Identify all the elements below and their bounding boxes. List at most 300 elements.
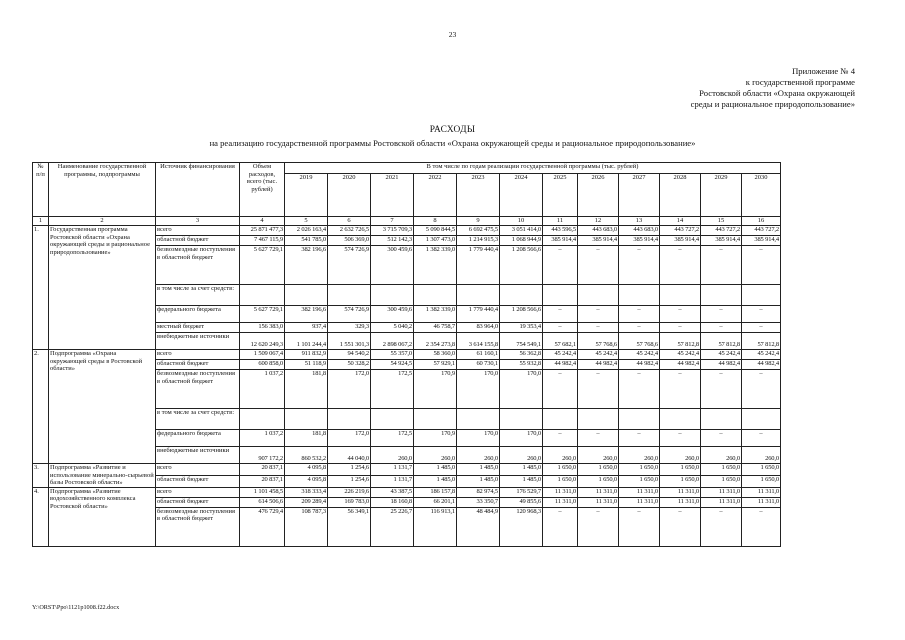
- year-value: 1 208 566,6: [500, 306, 543, 323]
- table-row: [33, 487, 781, 497]
- year-value: 44 982,4: [543, 360, 578, 370]
- funding-source: всего: [156, 487, 240, 497]
- total-value: 476 729,4: [240, 507, 285, 546]
- year-value: 33 350,7: [457, 497, 500, 507]
- year-value: 60 730,1: [457, 360, 500, 370]
- column-number: 8: [414, 217, 457, 226]
- header-num: № п/п: [33, 163, 49, 217]
- year-value: 1 650,0: [660, 475, 701, 487]
- year-value: 1 382 339,0: [414, 306, 457, 323]
- year-value: 260,0: [578, 447, 619, 464]
- year-value: 3 614 155,8: [457, 333, 500, 350]
- year-value: 5 090 844,5: [414, 226, 457, 236]
- year-value: 1 131,7: [371, 464, 414, 476]
- year-value: [328, 285, 371, 306]
- header-year: 2021: [371, 174, 414, 217]
- year-value: [285, 285, 328, 306]
- column-number: 6: [328, 217, 371, 226]
- funding-source: всего: [156, 464, 240, 476]
- year-value: 58 360,0: [414, 350, 457, 360]
- year-value: 172,0: [328, 370, 371, 409]
- header-source: Источник финансирования: [156, 163, 240, 217]
- year-value: –: [701, 246, 742, 285]
- total-value: 12 620 249,3: [240, 333, 285, 350]
- year-value: –: [578, 430, 619, 447]
- year-value: 43 387,5: [371, 487, 414, 497]
- year-value: [742, 285, 781, 306]
- year-value: 170,0: [457, 370, 500, 409]
- year-value: 209 289,4: [285, 497, 328, 507]
- year-value: 3 715 709,3: [371, 226, 414, 236]
- year-value: –: [543, 507, 578, 546]
- year-value: 44 982,4: [660, 360, 701, 370]
- column-number: 2: [49, 217, 156, 226]
- year-value: 260,0: [414, 447, 457, 464]
- program-name: Подпрограмма «Развитие и использование минерально-сырьевой базы Ростовской области»: [50, 464, 154, 487]
- year-value: 1 551 301,3: [328, 333, 371, 350]
- column-number: 7: [371, 217, 414, 226]
- year-value: 6 692 475,5: [457, 226, 500, 236]
- column-number: 12: [578, 217, 619, 226]
- header-years-caption: В том числе по годам реализации государственной программы (тыс. рублей): [285, 163, 781, 174]
- year-value: [742, 409, 781, 430]
- year-value: –: [660, 246, 701, 285]
- year-value: 56 362,8: [500, 350, 543, 360]
- funding-source: безвозмездные поступления в областной бюджет: [156, 507, 240, 546]
- year-value: 1 485,0: [414, 464, 457, 476]
- year-value: [414, 409, 457, 430]
- year-value: [371, 285, 414, 306]
- year-value: 83 964,0: [457, 323, 500, 333]
- header-year: 2020: [328, 174, 371, 217]
- year-value: 186 157,8: [414, 487, 457, 497]
- program-name: Государственная программа Ростовской области «Охрана окружающей среды и рациональное природопользование»: [49, 226, 156, 350]
- year-value: 318 333,4: [285, 487, 328, 497]
- total-value: 614 506,6: [240, 497, 285, 507]
- year-value: 1 650,0: [578, 464, 619, 476]
- column-number: 15: [701, 217, 742, 226]
- funding-source: областной бюджет: [156, 360, 240, 370]
- funding-source: безвозмездные поступления в областной бюджет: [156, 370, 240, 409]
- year-value: [660, 285, 701, 306]
- year-value: 170,0: [500, 430, 543, 447]
- year-value: 1 650,0: [660, 464, 701, 476]
- total-value: 1 037,2: [240, 370, 285, 409]
- year-value: 57 812,8: [742, 333, 781, 350]
- program-number: 3.: [33, 464, 49, 488]
- table-row: [33, 226, 781, 236]
- year-value: [285, 409, 328, 430]
- year-value: 54 924,5: [371, 360, 414, 370]
- header-year: 2025: [543, 174, 578, 217]
- year-value: 443 596,5: [543, 226, 578, 236]
- table-row: [33, 350, 781, 360]
- year-value: 4 095,8: [285, 475, 328, 487]
- total-value: [240, 285, 285, 306]
- year-value: –: [660, 306, 701, 323]
- funding-source: федерального бюджета: [156, 306, 240, 323]
- year-value: 82 974,5: [457, 487, 500, 497]
- year-value: 11 311,0: [742, 487, 781, 497]
- year-value: –: [578, 323, 619, 333]
- year-value: 1 254,6: [328, 475, 371, 487]
- year-value: –: [701, 306, 742, 323]
- funding-source: всего: [156, 226, 240, 236]
- total-value: 1 037,2: [240, 430, 285, 447]
- year-value: –: [543, 323, 578, 333]
- year-value: 170,9: [414, 370, 457, 409]
- year-value: –: [543, 370, 578, 409]
- year-value: 11 311,0: [543, 497, 578, 507]
- year-value: 45 242,4: [660, 350, 701, 360]
- year-value: –: [742, 306, 781, 323]
- header-year: 2024: [500, 174, 543, 217]
- program-name: Подпрограмма «Охрана окружающей среды в Ростовской области»: [49, 350, 156, 464]
- column-number-row: [33, 217, 781, 226]
- year-value: 860 532,2: [285, 447, 328, 464]
- year-value: –: [701, 430, 742, 447]
- year-value: 260,0: [500, 447, 543, 464]
- year-value: –: [619, 430, 660, 447]
- year-value: 1 485,0: [500, 475, 543, 487]
- year-value: 300 459,6: [371, 306, 414, 323]
- year-value: 512 142,3: [371, 236, 414, 246]
- year-value: 120 968,3: [500, 507, 543, 546]
- appendix-line: среды и рациональное природопользование»: [690, 99, 855, 109]
- header-name: Наименование государственной программы, подпрограммы: [49, 163, 156, 217]
- program-number: 4.: [33, 487, 49, 546]
- year-value: 11 311,0: [660, 497, 701, 507]
- column-number: 16: [742, 217, 781, 226]
- year-value: 260,0: [619, 447, 660, 464]
- year-value: 2 898 067,2: [371, 333, 414, 350]
- year-value: [578, 285, 619, 306]
- year-value: 443 727,2: [660, 226, 701, 236]
- year-value: 57 682,1: [543, 333, 578, 350]
- year-value: 385 914,4: [619, 236, 660, 246]
- year-value: 11 311,0: [543, 487, 578, 497]
- year-value: 1 214 915,3: [457, 236, 500, 246]
- year-value: 45 242,4: [701, 350, 742, 360]
- funding-source: областной бюджет: [156, 475, 240, 487]
- year-value: 56 349,1: [328, 507, 371, 546]
- year-value: 48 484,9: [457, 507, 500, 546]
- header-year: 2027: [619, 174, 660, 217]
- year-value: 260,0: [457, 447, 500, 464]
- total-value: 5 627 729,1: [240, 246, 285, 285]
- year-value: –: [660, 323, 701, 333]
- year-value: 1 650,0: [701, 475, 742, 487]
- total-value: 25 871 477,3: [240, 226, 285, 236]
- year-value: 2 632 726,5: [328, 226, 371, 236]
- year-value: –: [543, 246, 578, 285]
- funding-source: областной бюджет: [156, 497, 240, 507]
- year-value: 2 354 273,8: [414, 333, 457, 350]
- total-value: 7 467 115,9: [240, 236, 285, 246]
- year-value: 574 726,9: [328, 306, 371, 323]
- total-value: 5 627 729,1: [240, 306, 285, 323]
- year-value: [543, 285, 578, 306]
- year-value: 260,0: [371, 447, 414, 464]
- year-value: 51 118,9: [285, 360, 328, 370]
- total-value: 156 383,0: [240, 323, 285, 333]
- column-number: 5: [285, 217, 328, 226]
- year-value: 385 914,4: [660, 236, 701, 246]
- year-value: 11 311,0: [660, 487, 701, 497]
- year-value: 176 529,7: [500, 487, 543, 497]
- total-value: 1 101 458,5: [240, 487, 285, 497]
- column-number: 11: [543, 217, 578, 226]
- year-value: 1 779 440,4: [457, 246, 500, 285]
- year-value: 18 160,8: [371, 497, 414, 507]
- year-value: 181,8: [285, 370, 328, 409]
- year-value: 46 758,7: [414, 323, 457, 333]
- year-value: 45 242,4: [543, 350, 578, 360]
- year-value: –: [742, 323, 781, 333]
- year-value: 226 219,6: [328, 487, 371, 497]
- appendix-line: Ростовской области «Охрана окружающей: [699, 88, 855, 98]
- year-value: [457, 409, 500, 430]
- funding-source: внебюджетные источники: [156, 447, 240, 464]
- funding-source: в том числе за счет средств:: [156, 409, 240, 430]
- year-value: 1 650,0: [742, 464, 781, 476]
- year-value: 172,5: [371, 370, 414, 409]
- year-value: 57 929,1: [414, 360, 457, 370]
- year-value: –: [578, 246, 619, 285]
- year-value: 1 382 339,0: [414, 246, 457, 285]
- year-value: –: [742, 370, 781, 409]
- program-number: 1.: [33, 226, 49, 350]
- page-number: 23: [448, 30, 457, 39]
- year-value: 57 812,8: [660, 333, 701, 350]
- header-year: 2022: [414, 174, 457, 217]
- year-value: –: [619, 370, 660, 409]
- header-year: 2026: [578, 174, 619, 217]
- year-value: 57 812,8: [701, 333, 742, 350]
- year-value: 2 026 163,4: [285, 226, 328, 236]
- year-value: 443 683,0: [578, 226, 619, 236]
- year-value: 44 982,4: [701, 360, 742, 370]
- expenses-table: [32, 162, 781, 547]
- year-value: 11 311,0: [619, 487, 660, 497]
- year-value: 1 068 944,9: [500, 236, 543, 246]
- year-value: 44 040,0: [328, 447, 371, 464]
- column-number: 3: [156, 217, 240, 226]
- column-number: 1: [33, 217, 49, 226]
- year-value: 1 650,0: [619, 464, 660, 476]
- year-value: 66 201,1: [414, 497, 457, 507]
- year-value: 1 650,0: [701, 464, 742, 476]
- year-value: [543, 409, 578, 430]
- year-value: 108 787,3: [285, 507, 328, 546]
- year-value: [619, 285, 660, 306]
- document-title: РАСХОДЫ: [429, 125, 476, 135]
- funding-source: местный бюджет: [156, 323, 240, 333]
- year-value: 44 982,4: [742, 360, 781, 370]
- year-value: 3 051 414,0: [500, 226, 543, 236]
- year-value: –: [701, 323, 742, 333]
- year-value: [457, 285, 500, 306]
- column-number: 14: [660, 217, 701, 226]
- total-value: [240, 409, 285, 430]
- year-value: 55 932,8: [500, 360, 543, 370]
- year-value: 911 832,9: [285, 350, 328, 360]
- year-value: –: [619, 507, 660, 546]
- year-value: –: [701, 370, 742, 409]
- year-value: [371, 409, 414, 430]
- year-value: –: [660, 507, 701, 546]
- year-value: 45 242,4: [742, 350, 781, 360]
- year-value: 25 226,7: [371, 507, 414, 546]
- year-value: [500, 285, 543, 306]
- year-value: –: [619, 246, 660, 285]
- column-number: 9: [457, 217, 500, 226]
- year-value: 1 485,0: [457, 475, 500, 487]
- year-value: 443 727,2: [742, 226, 781, 236]
- year-value: [414, 285, 457, 306]
- header-year: 2028: [660, 174, 701, 217]
- year-value: 94 540,2: [328, 350, 371, 360]
- header-year: 2023: [457, 174, 500, 217]
- year-value: –: [578, 370, 619, 409]
- year-value: 5 040,2: [371, 323, 414, 333]
- file-path-footer: Y:\ORST\Ppo\1121p1008.f22.docx: [32, 604, 120, 611]
- year-value: [660, 409, 701, 430]
- year-value: 55 357,0: [371, 350, 414, 360]
- year-value: –: [578, 306, 619, 323]
- year-value: –: [742, 507, 781, 546]
- year-value: 260,0: [660, 447, 701, 464]
- year-value: 1 650,0: [619, 475, 660, 487]
- total-value: 1 509 067,4: [240, 350, 285, 360]
- program-number: 2.: [33, 350, 49, 464]
- year-value: 11 311,0: [619, 497, 660, 507]
- year-value: 19 353,4: [500, 323, 543, 333]
- year-value: 1 650,0: [543, 464, 578, 476]
- year-value: 57 768,6: [619, 333, 660, 350]
- year-value: 11 311,0: [701, 497, 742, 507]
- year-value: 1 131,7: [371, 475, 414, 487]
- year-value: 1 254,6: [328, 464, 371, 476]
- year-value: –: [619, 306, 660, 323]
- year-value: 11 311,0: [578, 487, 619, 497]
- year-value: –: [543, 430, 578, 447]
- year-value: 4 095,8: [285, 464, 328, 476]
- year-value: 170,0: [457, 430, 500, 447]
- year-value: 1 650,0: [543, 475, 578, 487]
- year-value: 45 242,4: [619, 350, 660, 360]
- year-value: [701, 285, 742, 306]
- year-value: 541 785,0: [285, 236, 328, 246]
- year-value: –: [543, 306, 578, 323]
- header-year: 2019: [285, 174, 328, 217]
- funding-source: безвозмездные поступления в областной бюджет: [156, 246, 240, 285]
- appendix-line: к государственной программе: [745, 77, 855, 87]
- funding-source: всего: [156, 350, 240, 360]
- total-value: 20 837,1: [240, 475, 285, 487]
- year-value: 57 768,6: [578, 333, 619, 350]
- year-value: –: [660, 370, 701, 409]
- column-number: 4: [240, 217, 285, 226]
- year-value: 181,8: [285, 430, 328, 447]
- year-value: 1 779 440,4: [457, 306, 500, 323]
- year-value: 1 485,0: [500, 464, 543, 476]
- total-value: 20 837,1: [240, 464, 285, 476]
- year-value: [328, 409, 371, 430]
- year-value: 385 914,4: [578, 236, 619, 246]
- year-value: 300 459,6: [371, 246, 414, 285]
- program-name: Подпрограмма «Развитие водохозяйственного комплекса Ростовской области»: [49, 487, 156, 546]
- year-value: 172,5: [371, 430, 414, 447]
- appendix-line: Приложение № 4: [792, 66, 855, 76]
- funding-source: областной бюджет: [156, 236, 240, 246]
- year-value: 754 549,1: [500, 333, 543, 350]
- year-value: 172,0: [328, 430, 371, 447]
- header-year: 2029: [701, 174, 742, 217]
- year-value: 169 783,0: [328, 497, 371, 507]
- year-value: 937,4: [285, 323, 328, 333]
- year-value: [500, 409, 543, 430]
- year-value: 45 242,4: [578, 350, 619, 360]
- year-value: 44 982,4: [619, 360, 660, 370]
- year-value: 1 650,0: [578, 475, 619, 487]
- year-value: 382 196,6: [285, 246, 328, 285]
- year-value: 385 914,4: [742, 236, 781, 246]
- year-value: 385 914,4: [543, 236, 578, 246]
- year-value: 11 311,0: [701, 487, 742, 497]
- appendix-header: [595, 66, 855, 110]
- year-value: 1 485,0: [414, 475, 457, 487]
- total-value: 907 172,2: [240, 447, 285, 464]
- year-value: 170,9: [414, 430, 457, 447]
- column-number: 10: [500, 217, 543, 226]
- year-value: 506 369,0: [328, 236, 371, 246]
- year-value: 260,0: [543, 447, 578, 464]
- document-subtitle: на реализацию государственной программы Ростовской области «Охрана окружающей среды и рациональное природопользование»: [209, 138, 696, 148]
- header-total: Объем расходов, всего (тыс. рублей): [240, 163, 285, 217]
- year-value: –: [742, 430, 781, 447]
- year-value: 385 914,4: [701, 236, 742, 246]
- year-value: [578, 409, 619, 430]
- year-value: 11 311,0: [742, 497, 781, 507]
- total-value: 600 858,0: [240, 360, 285, 370]
- table-row: [33, 464, 781, 476]
- year-value: 443 727,2: [701, 226, 742, 236]
- funding-source: внебюджетные источники: [156, 333, 240, 350]
- year-value: 50 328,2: [328, 360, 371, 370]
- year-value: 382 196,6: [285, 306, 328, 323]
- year-value: –: [578, 507, 619, 546]
- year-value: 44 982,4: [578, 360, 619, 370]
- year-value: 1 485,0: [457, 464, 500, 476]
- year-value: 1 208 566,6: [500, 246, 543, 285]
- year-value: 574 726,9: [328, 246, 371, 285]
- year-value: 170,0: [500, 370, 543, 409]
- year-value: –: [660, 430, 701, 447]
- year-value: 1 101 244,4: [285, 333, 328, 350]
- year-value: 61 160,1: [457, 350, 500, 360]
- year-value: 443 683,0: [619, 226, 660, 236]
- year-value: 329,3: [328, 323, 371, 333]
- column-number: 13: [619, 217, 660, 226]
- year-value: –: [619, 323, 660, 333]
- year-value: 49 855,6: [500, 497, 543, 507]
- year-value: [619, 409, 660, 430]
- year-value: –: [701, 507, 742, 546]
- funding-source: в том числе за счет средств:: [156, 285, 240, 306]
- year-value: 260,0: [742, 447, 781, 464]
- header-year: 2030: [742, 174, 781, 217]
